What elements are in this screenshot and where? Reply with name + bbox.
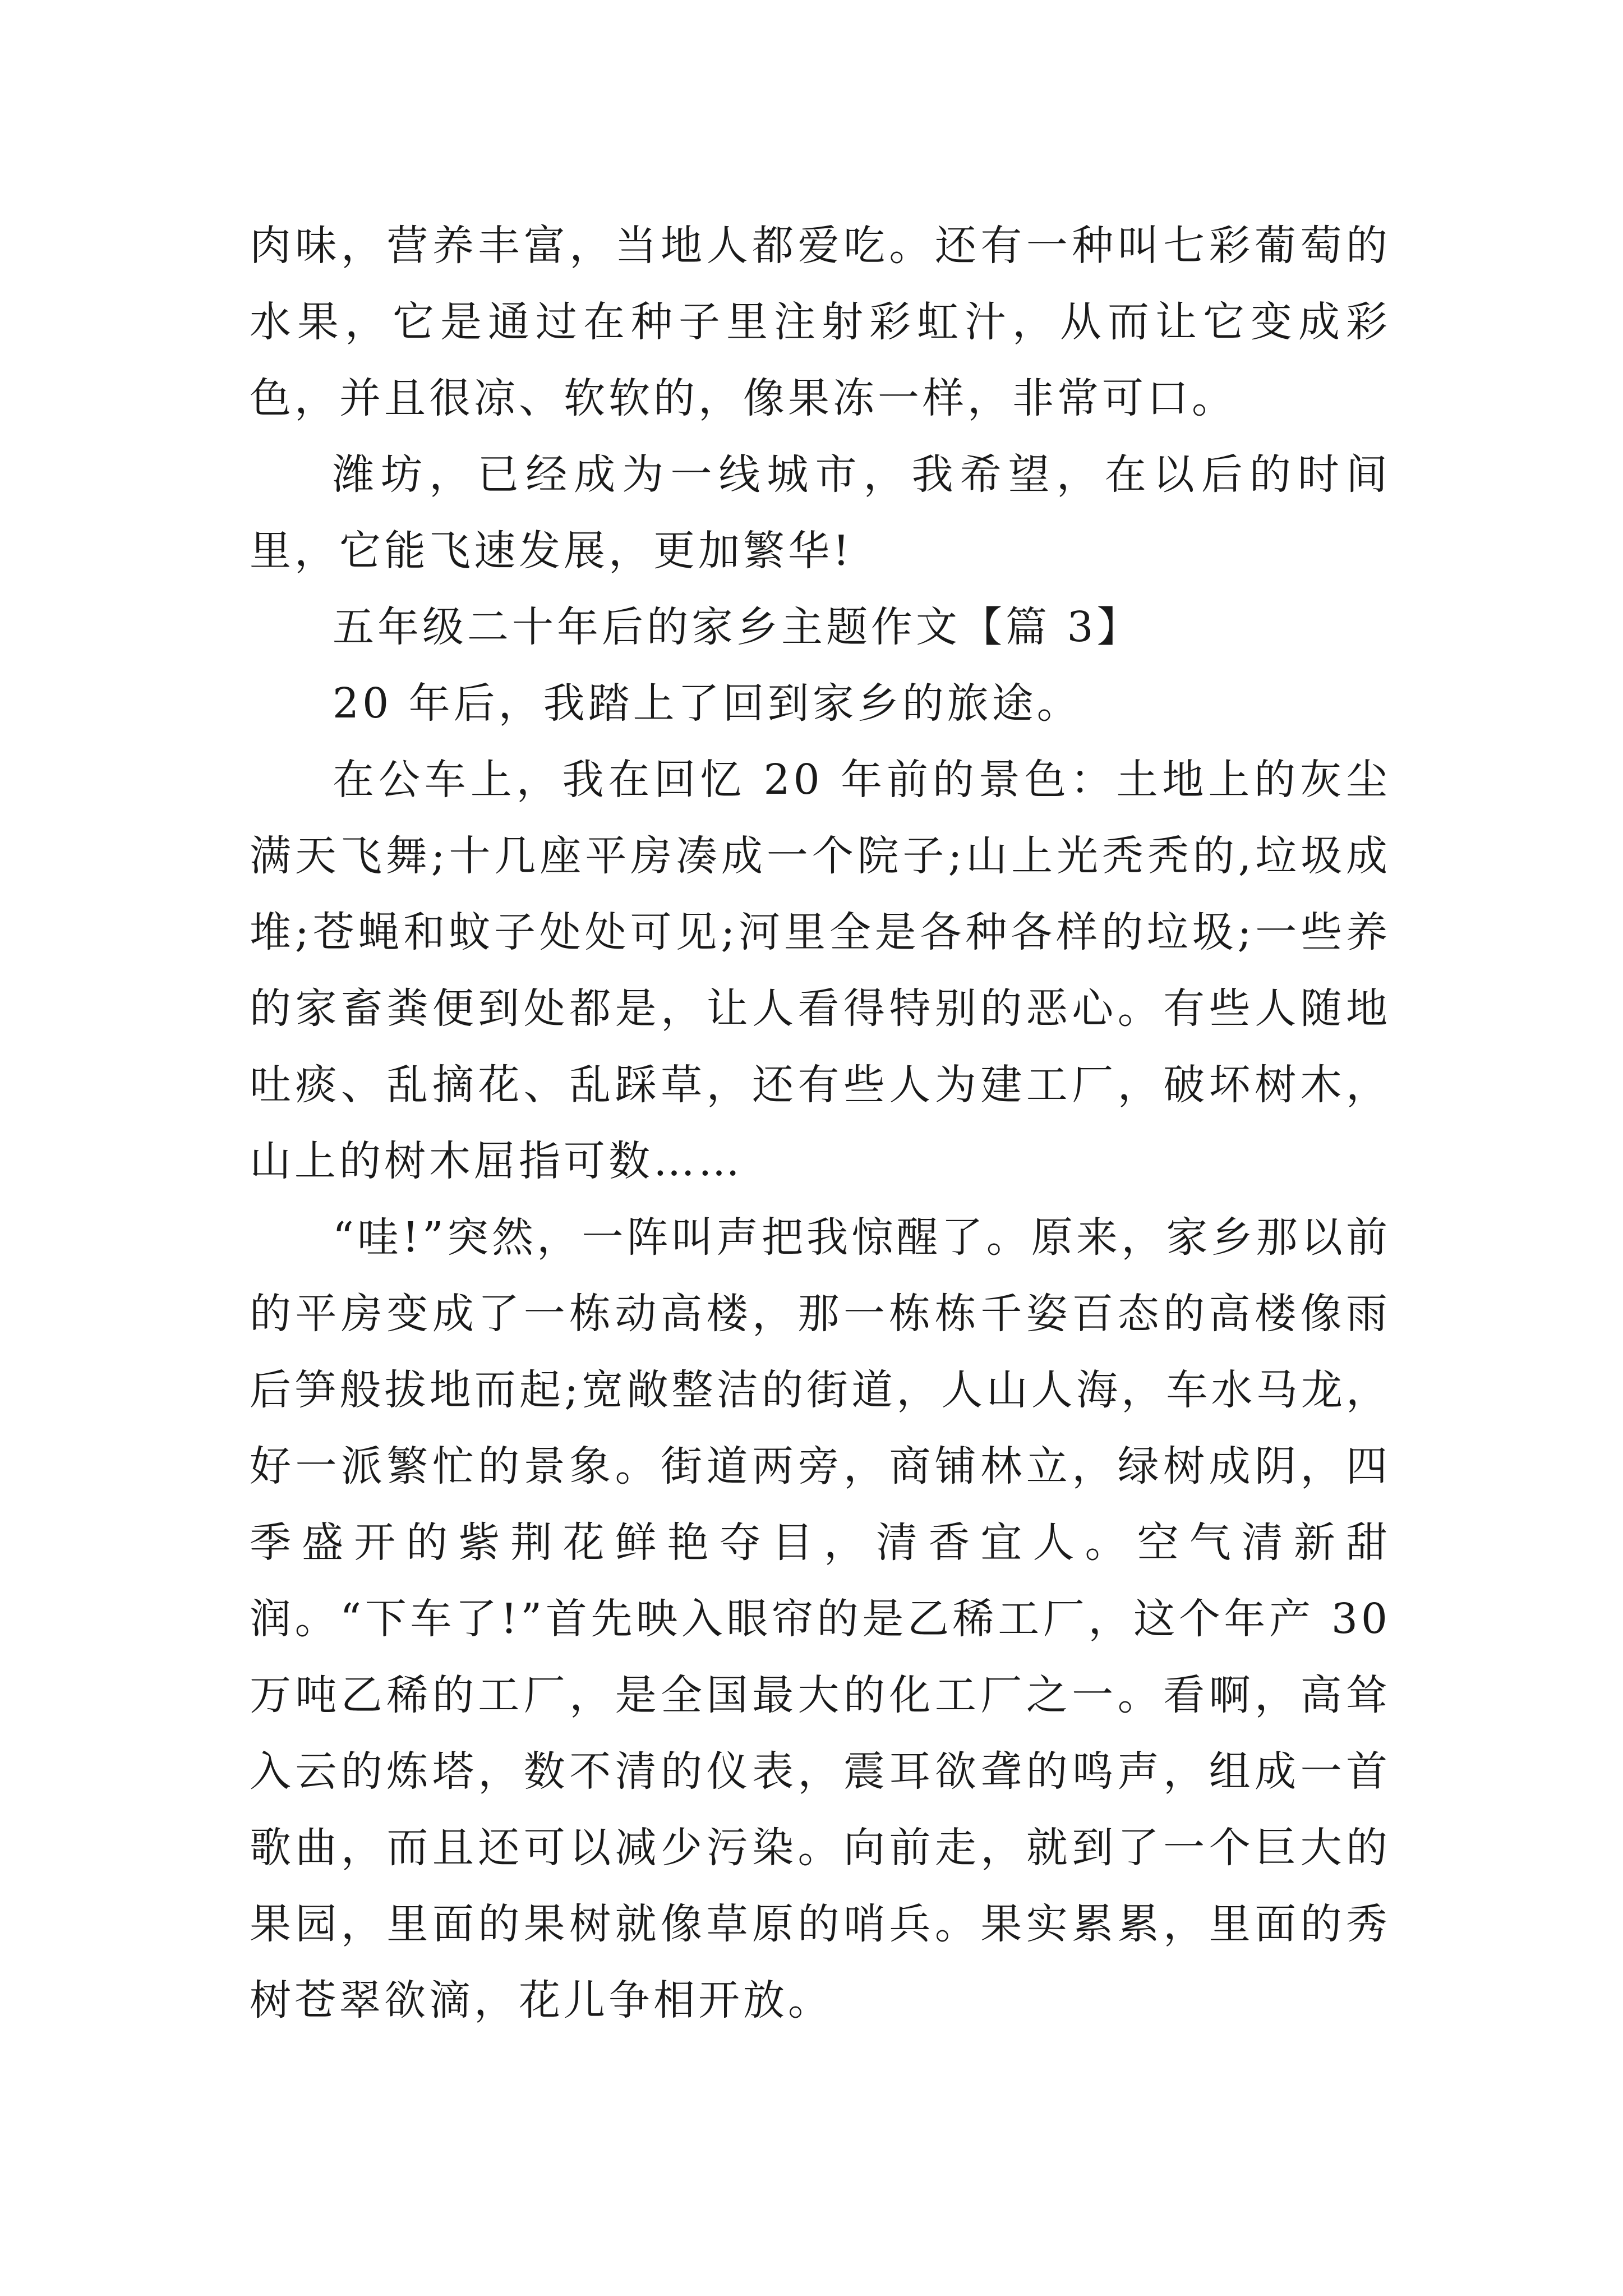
section-heading: 五年级二十年后的家乡主题作文【篇 3】 <box>333 603 1142 651</box>
paragraph-4: 在公车上，我在回忆 20 年前的景色：土地上的灰尘满天飞舞;十几座平房凑成一个院子;山上光秃秃的,垃圾成堆;苍蝇和蚊子处处可见;河里全是各种各样的垃圾;一些养的家畜粪便到处都是，让人看得特别的恶心。有些人随地吐痰、乱摘花、乱踩草，还有些人为建工厂，破坏树木，山上的树木屈指可数…… <box>250 756 1391 1185</box>
paragraph-3: 20 年后，我踏上了回到家乡的旅途。 <box>333 679 1082 728</box>
paragraph-5: “哇!”突然，一阵叫声把我惊醒了。原来，家乡那以前的平房变成了一栋动高楼，那一栋栋千姿百态的高楼像雨后笋般拔地而起;宽敞整洁的街道，人山人海，车水马龙，好一派繁忙的景象。街道两旁，商铺林立，绿树成阴，四季盛开的紫荆花鲜艳夺目，清香宜人。空气清新甜润。“下车了!”首先映入眼帘的是乙稀工厂，这个年产 30 万吨乙稀的工厂，是全国最大的化工厂之一。看啊，高耸入云的炼塔，数不清的仪表，震耳欲聋的鸣声，组成一首歌曲，而且还可以减少污染。向前走，就到了一个巨大的果园，里面的果树就像草原的哨兵。果实累累，里面的秀树苍翠欲滴，花儿争相开放。 <box>250 1213 1391 2024</box>
document-body <box>250 208 1391 2039</box>
paragraph-2: 潍坊，已经成为一线城市，我希望，在以后的时间里，它能飞速发展，更加繁华! <box>250 450 1391 575</box>
paragraph-1: 肉味，营养丰富，当地人都爱吃。还有一种叫七彩葡萄的水果，它是通过在种子里注射彩虹汁，从而让它变成彩色，并且很凉、软软的，像果冻一样，非常可口。 <box>250 222 1391 422</box>
